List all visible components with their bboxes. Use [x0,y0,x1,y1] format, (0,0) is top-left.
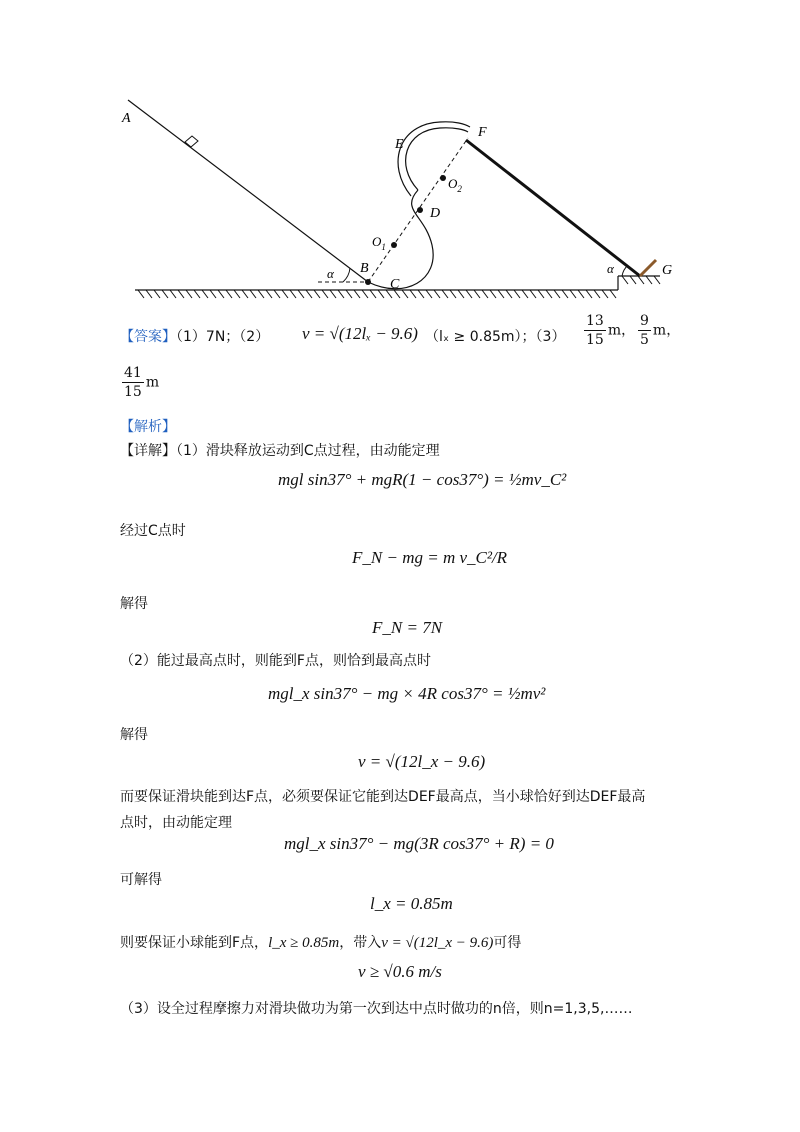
detail-line3: 解得 [120,596,148,612]
detail-line4: （2）能过最高点时，则能到F点，则恰到最高点时 [120,653,431,669]
eq3: F_N = 7N [372,618,443,637]
physics-diagram [0,0,800,310]
label-alpha-left: α [327,266,334,281]
eq2: F_N − mg = m v_C²/R [352,548,508,567]
label-f: F [478,125,487,140]
detail-line5: 解得 [120,727,148,743]
detail-line8: 可解得 [120,872,162,888]
point-d [417,207,423,213]
analysis-label: 【解析】 [120,419,176,435]
label-alpha-right: α [607,261,614,276]
answer-frac3: $\frac{41}{15}$ m [124,365,160,400]
detail-line9: 则要保证小球能到F点，l_x ≥ 0.85m，带入v = √(12l_x − 9.6)可得 [120,935,522,951]
answer-frac2: $\frac{9}{5}$ m， [640,313,681,348]
detail-line2: 经过C点时 [120,523,186,539]
eq7: l_x = 0.85m [370,894,453,913]
detail-line1: 【详解】（1）滑块释放运动到C点过程，由动能定理 [120,443,440,459]
eq5: v = √(12l_x − 9.6) [358,752,486,771]
answer-v-eq: v = √(12lₓ − 9.6) [302,324,418,343]
eq1: mgl sin37° + mgR(1 − cos37°) = ½mv_C² [278,470,567,489]
label-c: C [390,277,400,292]
label-b: B [360,261,369,276]
answer-cond: （lₓ ≥ 0.85m）；（3） [425,329,566,345]
label-a: A [122,111,131,126]
detail-line10: （3）设全过程摩擦力对滑块做功为第一次到达中点时做功的n倍，则n=1,3,5,…… [120,1001,633,1017]
label-e: E [395,137,404,152]
detail-line7: 点时，由动能定理 [120,815,232,831]
label-d: D [430,206,441,221]
point-o1 [391,242,397,248]
answer-frac1: $\frac{13}{15}$ m， [586,313,636,348]
eq8: v ≥ √0.6 m/s [358,962,442,981]
eq6: mgl_x sin37° − mg(3R cos37° + R) = 0 [284,834,554,853]
detail-line6: 而要保证滑块能到达F点，必须要保证它能到达DEF最高点，当小球恰好到达DEF最高 [120,789,646,805]
label-o1: $O_1$ [372,234,386,252]
label-g: G [662,263,673,278]
eq4: mgl_x sin37° − mg × 4R cos37° = ½mv² [268,684,546,703]
point-b [365,279,371,285]
label-o2: $O_2$ [448,176,462,194]
answer-label: 【答案】 [120,329,176,345]
point-o2 [440,175,446,181]
answer-line: 【答案】（1）7N；（2） [120,329,270,345]
